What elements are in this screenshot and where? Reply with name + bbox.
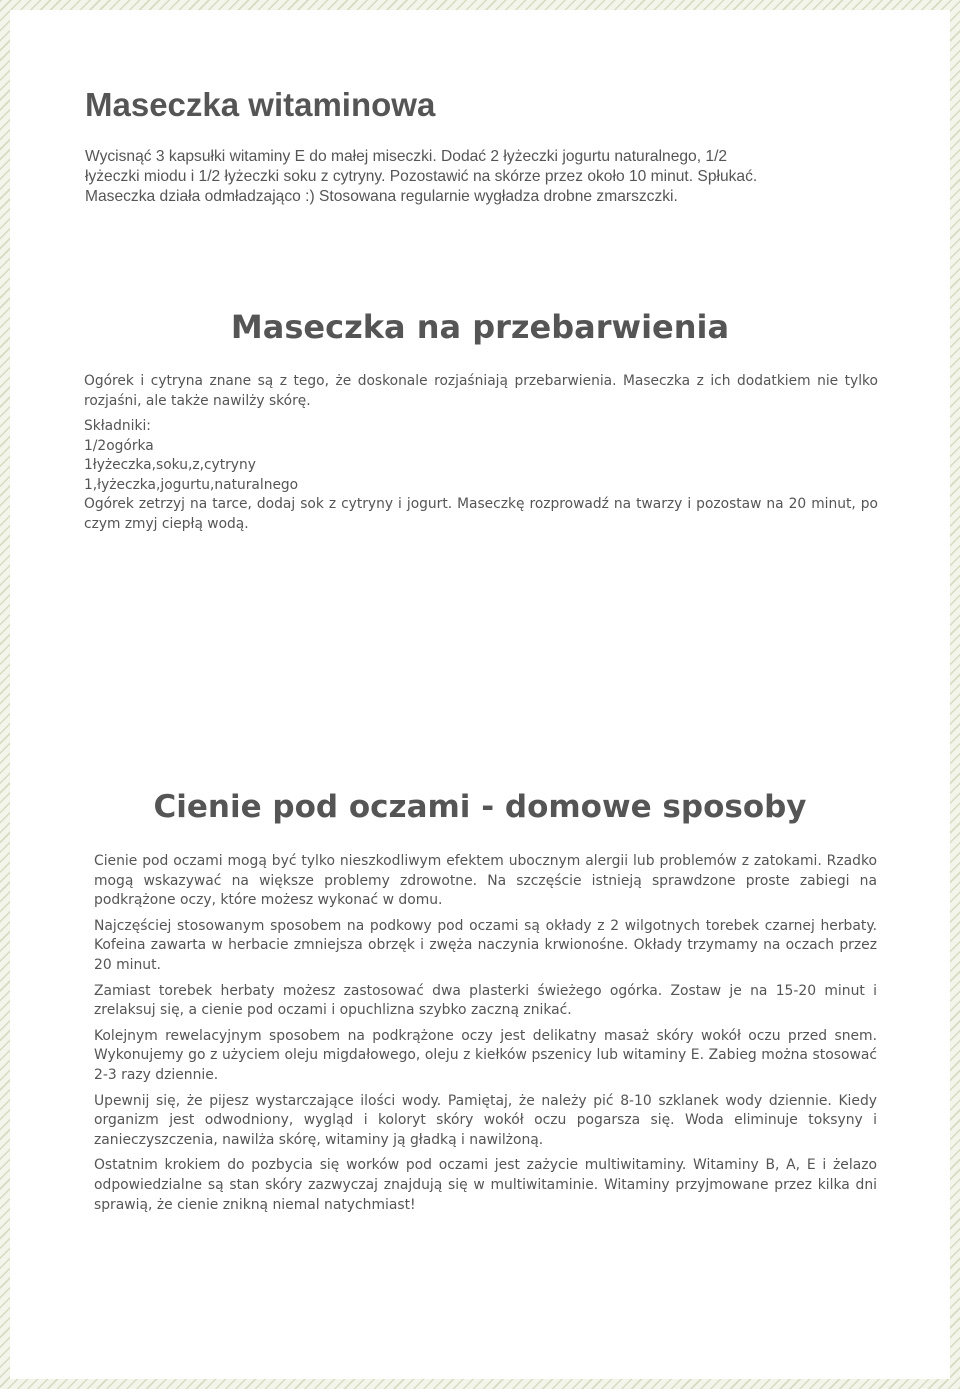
ingredients-label: Składniki: (84, 418, 151, 434)
text-line: Wycisnąć 3 kapsułki witaminy E do małej miseczki. Dodać 2 łyżeczki jogurtu naturalnego, 1/2 (85, 148, 728, 165)
ingredient-item: 1/2ogórka (84, 437, 154, 454)
paragraph: Najczęściej stosowanym sposobem na podkowy pod oczami są okłady z 2 wilgotnych torebek czarnej herbaty. Kofeina zawarta w herbacie zmniejsza obrzęk i zwęża naczynia krwionośne. Okłady trzymamy na oczach przez 20 minut. (94, 917, 877, 973)
paragraph: Cienie pod oczami mogą być tylko nieszkodliwym efektem ubocznym alergii lub problemów z zatokami. Rzadko mogą wskazywać na większe problemy zdrowotne. Na szczęście istnieją sprawdzone proste zabiegi na podkrążone oczy, które możesz wykonać w domu. (94, 853, 877, 909)
title-maseczka-witaminowa: Maseczka witaminowa (85, 86, 436, 123)
paragraph: Upewnij się, że pijesz wystarczające ilości wody. Pamiętaj, że należy pić 8-10 szklanek wody dziennie. Kiedy organizm jest odwodniony, wygląd i koloryt skóry wokół oczu pogarsza się. Woda eliminuje toksyny i zanieczyszczenia, nawilża skórę, witaminy ją gładką i nawilżoną. (94, 1092, 877, 1148)
section-cienie (94, 852, 877, 1221)
text-line: Maseczka działa odmładzająco :) Stosowana regularnie wygładza drobne zmarszczki. (85, 188, 678, 205)
ingredient-item: 1łyżeczka,soku,z,cytryny (84, 457, 256, 473)
paragraph: Ostatnim krokiem do pozbycia się worków pod oczami jest zażycie multiwitaminy. Witaminy B, A, E i żelazo odpowiedzialne są stan skóry zazwyczaj znajdują się w multiwitaminie. Witaminy przyjmowane przez kilka dni sprawią, że cienie znikną niemal natychmiast! (94, 1157, 877, 1213)
page (10, 10, 950, 1379)
text-line: łyżeczki miodu i 1/2 łyżeczki soku z cytryny. Pozostawić na skórze przez około 10 minut. Spłukać. (85, 168, 758, 185)
paragraph: Kolejnym rewelacyjnym sposobem na podkrążone oczy jest delikatny masaż skóry wokół oczu przed snem. Wykonujemy go z użyciem oleju migdałowego, oleju z kiełków pszenicy lub witaminy E. Zabieg można stosować 2-3 razy dziennie. (94, 1027, 877, 1083)
title-maseczka-na-przebarwienia: Maseczka na przebarwienia (230, 308, 730, 346)
title-cienie-pod-oczami: Cienie pod oczami - domowe sposoby (153, 789, 807, 825)
intro-paragraph: Ogórek i cytryna znane są z tego, że doskonale rozjaśniają przebarwienia. Maseczka z ich dodatkiem nie tylko rozjaśni, ale także nawilży skórę. (84, 373, 878, 409)
section-przebarwienia (84, 372, 878, 534)
paragraph: Zamiast torebek herbaty możesz zastosować dwa plasterki świeżego ogórka. Zostaw je na 15-20 minut i zrelaksuj się, a cienie pod oczami i opuchlizna szybko zaczną znikać. (94, 982, 877, 1019)
ingredient-item: 1,łyżeczka,jogurtu,naturalnego (84, 476, 299, 493)
instructions-paragraph: Ogórek zetrzyj na tarce, dodaj sok z cytryny i jogurt. Maseczkę rozprowadź na twarzy i pozostaw na 20 minut, po czym zmyj ciepłą wodą. (84, 496, 878, 532)
paragraph-maseczka-witaminowa (85, 147, 885, 207)
